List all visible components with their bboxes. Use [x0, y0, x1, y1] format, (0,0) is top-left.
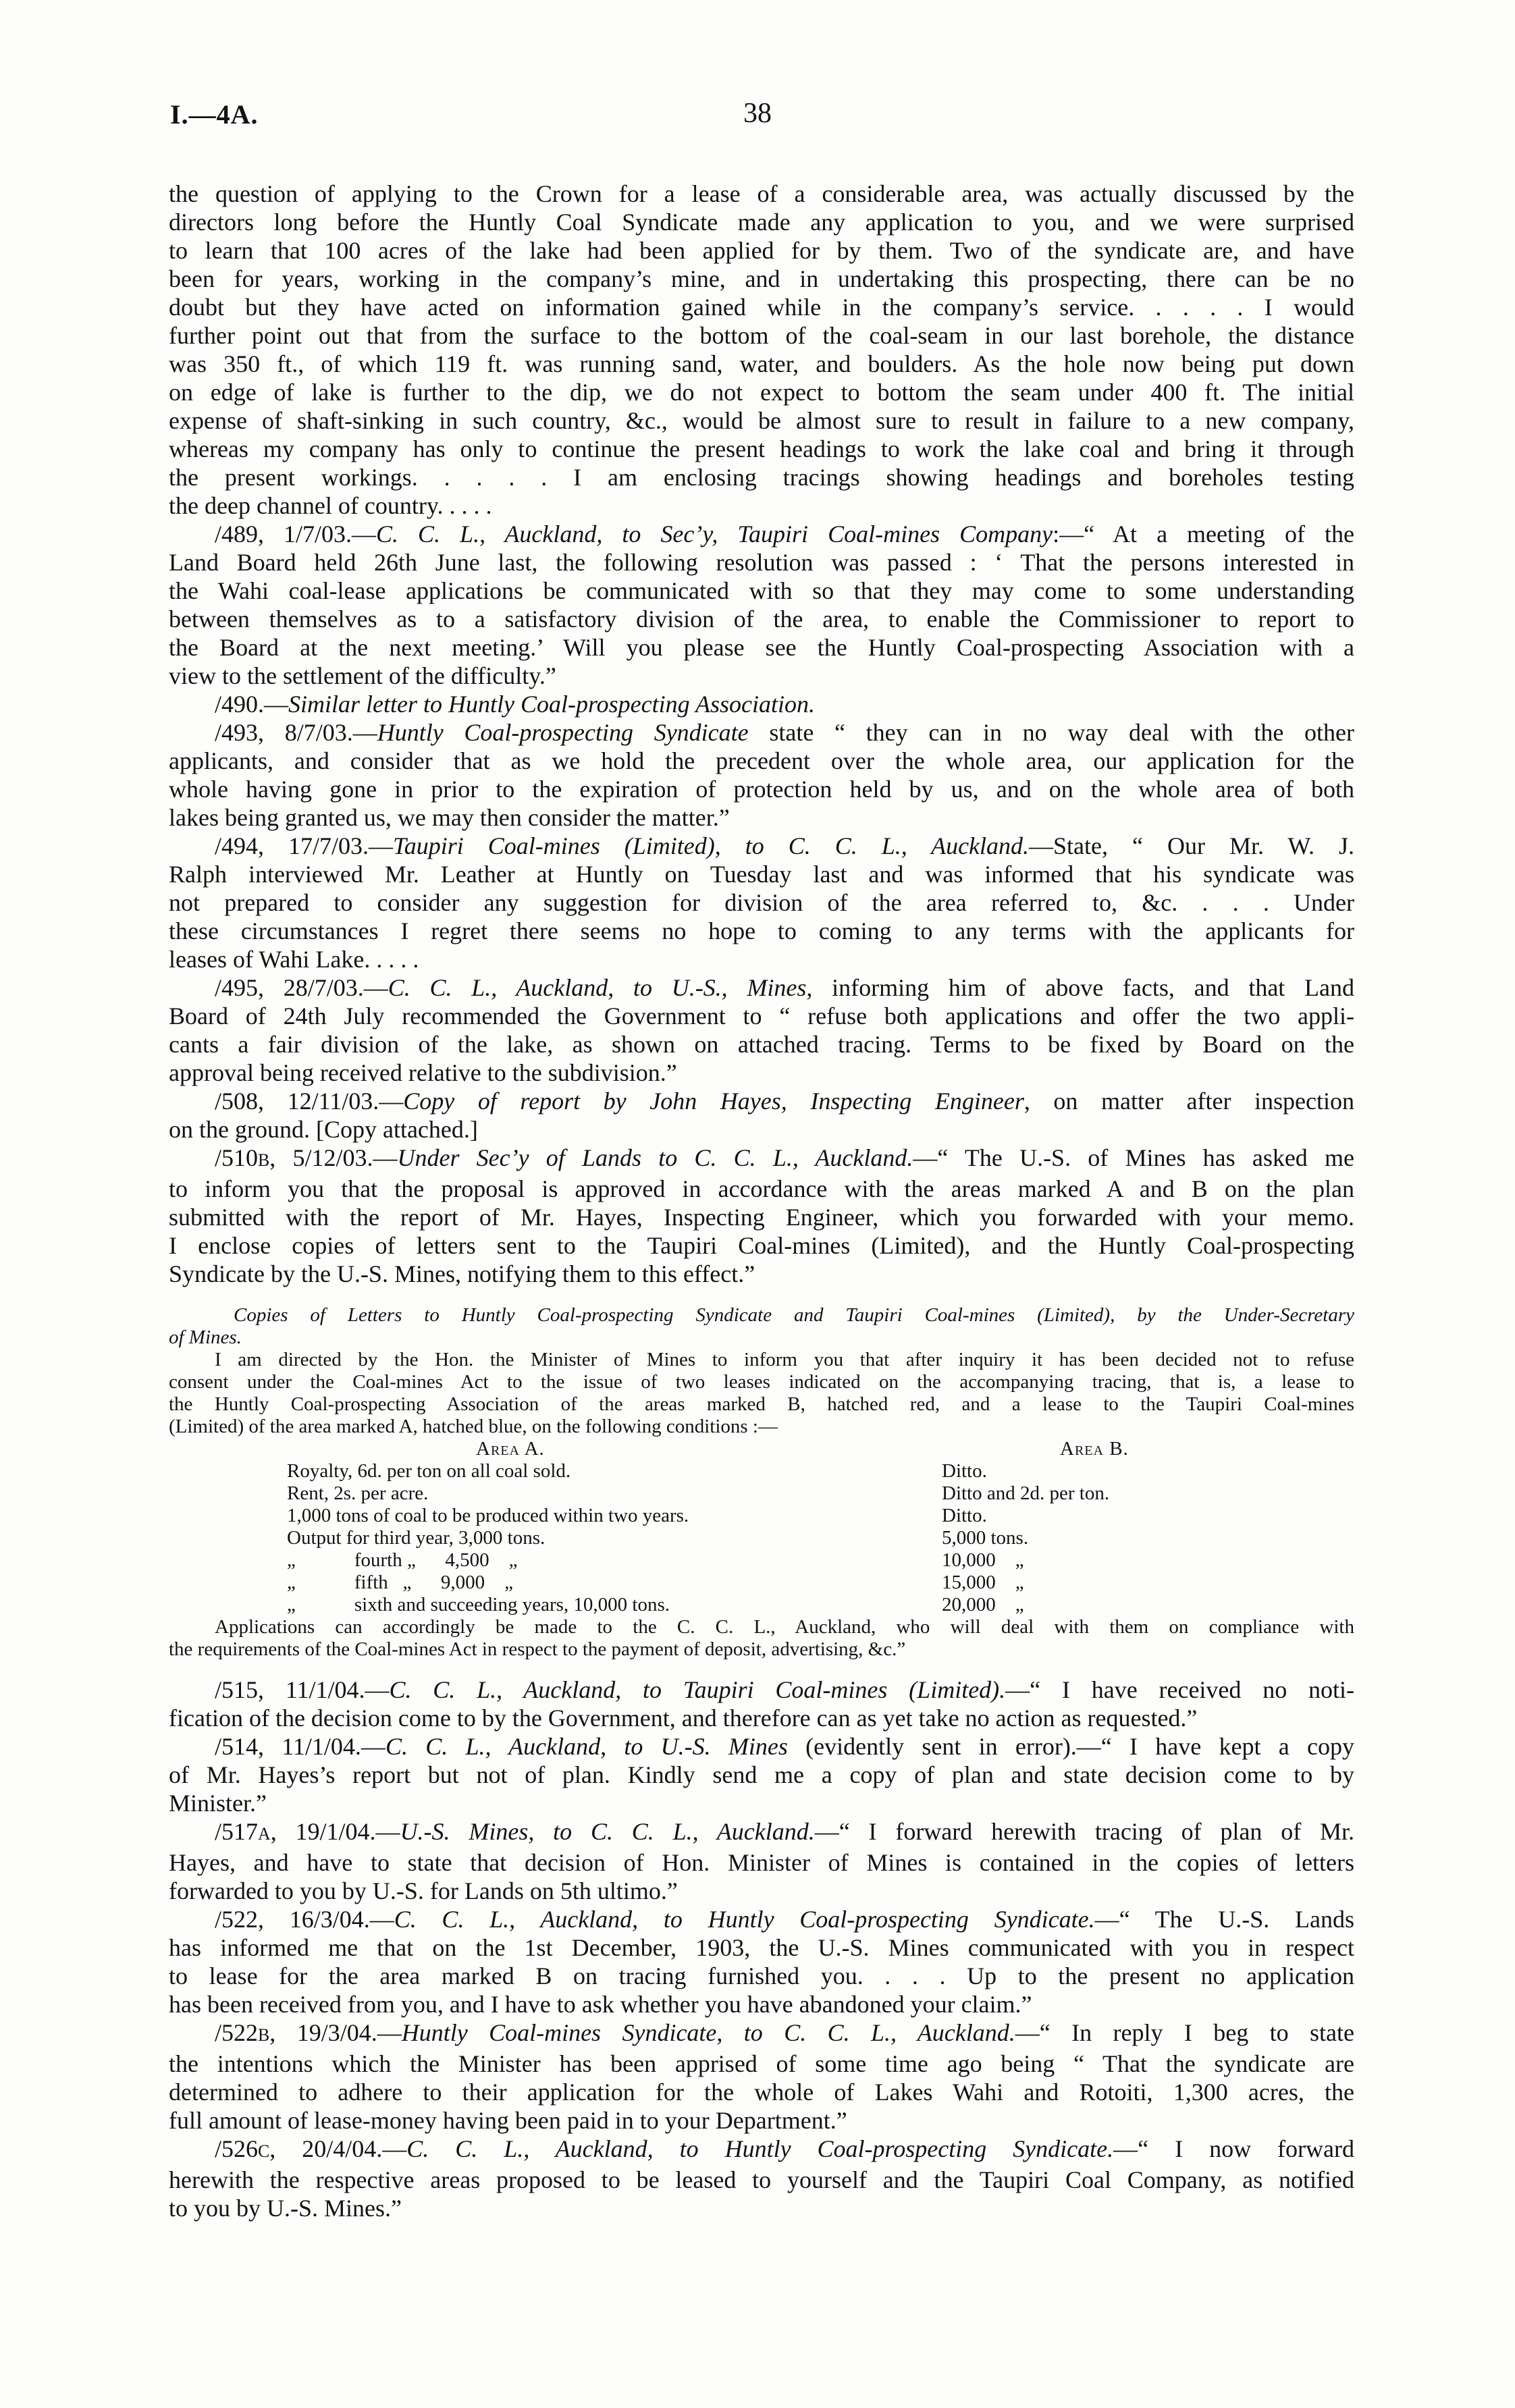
text-line: further point out that from the surface to the bottom of the coal-seam in our last borehole, the distance — [169, 322, 1354, 349]
text-line: Applications can accordingly be made to the C. C. L., Auckland, who will deal with them on compliance with — [215, 1616, 1354, 1638]
text-line: /493, 8/7/03.—Huntly Coal-prospecting Syndicate state “ they can in no way deal with the other — [215, 719, 1354, 746]
table-header-row: Area A. Area B. — [476, 1438, 1129, 1460]
text-line: fication of the decision come to by the Government, and therefore can as yet take no action as requested.” — [169, 1705, 1198, 1732]
page-number: 38 — [743, 98, 772, 129]
text-line: doubt but they have acted on information gained while in the company’s service. . . . . I would — [169, 294, 1354, 321]
text-line: the deep channel of country. . . . . — [169, 492, 492, 519]
text-line: Board of 24th July recommended the Government to “ refuse both applications and offer the two appli- — [169, 1002, 1354, 1029]
text-line: of Mines. — [169, 1327, 242, 1348]
table-row: Output for third year, 3,000 tons. 5,000 tons. — [287, 1527, 1029, 1549]
text-line: the question of applying to the Crown for a lease of a considerable area, was actually discussed by the — [169, 180, 1354, 207]
text-line: has informed me that on the 1st December, 1903, the U.-S. Mines communicated with you in respect — [169, 1934, 1354, 1961]
table-row: „ sixth and succeeding years, 10,000 tons. 20,000 „ — [287, 1594, 1024, 1615]
document-reference: I.—4A. — [170, 99, 259, 130]
text-line: lakes being granted us, we may then consider the matter.” — [169, 804, 730, 831]
text-line: /522, 16/3/04.—C. C. L., Auckland, to Huntly Coal-prospecting Syndicate.—“ The U.-S. Lands — [215, 1906, 1354, 1933]
text-line: Hayes, and have to state that decision of Hon. Minister of Mines is contained in the copies of letters — [169, 1849, 1354, 1876]
table-row: Royalty, 6d. per ton on all coal sold. Ditto. — [287, 1460, 987, 1482]
text-line: to lease for the area marked B on tracing furnished you. . . . Up to the present no application — [169, 1962, 1354, 1989]
text-line: has been received from you, and I have to ask whether you have abandoned your claim.” — [169, 1991, 1032, 2018]
text-line: leases of Wahi Lake. . . . . — [169, 946, 419, 973]
text-line: to you by U.-S. Mines.” — [169, 2195, 402, 2222]
text-line: of Mr. Hayes’s report but not of plan. Kindly send me a copy of plan and state decision come to by — [169, 1761, 1354, 1788]
document-body — [169, 180, 1354, 2222]
text-line: forwarded to you by U.-S. for Lands on 5th ultimo.” — [169, 1877, 678, 1904]
text-line: not prepared to consider any suggestion for division of the area referred to, &c. . . . Under — [169, 889, 1354, 916]
text-line: /489, 1/7/03.—C. C. L., Auckland, to Sec’y, Taupiri Coal-mines Company:—“ At a meeting of the — [215, 520, 1354, 547]
text-line: these circumstances I regret there seems no hope to coming to any terms with the applicants for — [169, 917, 1354, 944]
text-line: /490.—Similar letter to Huntly Coal-prospecting Association. — [215, 691, 815, 718]
text-line: approval being received relative to the subdivision.” — [169, 1059, 677, 1086]
text-line: I enclose copies of letters sent to the Taupiri Coal-mines (Limited), and the Huntly Coal-prospecting — [169, 1232, 1354, 1259]
text-line: on edge of lake is further to the dip, we do not expect to bottom the seam under 400 ft. The initial — [169, 379, 1354, 406]
text-line: /495, 28/7/03.—C. C. L., Auckland, to U.-S., Mines, informing him of above facts, and that Land — [215, 974, 1354, 1001]
text-line: applicants, and consider that as we hold the precedent over the whole area, our application for the — [169, 747, 1354, 774]
text-line: /510B, 5/12/03.—Under Sec’y of Lands to C. C. L., Auckland.—“ The U.-S. of Mines has asked me — [215, 1144, 1354, 1171]
text-line: the present workings. . . . . I am enclosing tracings showing headings and boreholes testing — [169, 464, 1354, 491]
text-line: been for years, working in the company’s mine, and in undertaking this prospecting, there can be no — [169, 265, 1354, 292]
table-row: „ fifth „ 9,000 „ 15,000 „ — [287, 1572, 1024, 1593]
text-line: /514, 11/1/04.—C. C. L., Auckland, to U.-S. Mines (evidently sent in error).—“ I have kept a copy — [215, 1733, 1354, 1760]
text-line: /526C, 20/4/04.—C. C. L., Auckland, to Huntly Coal-prospecting Syndicate.—“ I now forward — [215, 2135, 1354, 2162]
text-line: expense of shaft-sinking in such country, &c., would be almost sure to result in failure to a new company, — [169, 407, 1354, 434]
text-line: Minister.” — [169, 1790, 267, 1817]
text-line: was 350 ft., of which 119 ft. was running sand, water, and boulders. As the hole now being put down — [169, 350, 1354, 377]
text-line: cants a fair division of the lake, as shown on attached tracing. Terms to be fixed by Board on the — [169, 1031, 1354, 1058]
text-line: the Wahi coal-lease applications be communicated with so that they may come to some understanding — [169, 577, 1354, 604]
text-line: determined to adhere to their application for the whole of Lakes Wahi and Rotoiti, 1,300 acres, the — [169, 2079, 1354, 2106]
text-line: the intentions which the Minister has been apprised of some time ago being “ That the syndicate are — [169, 2050, 1354, 2077]
text-line: to learn that 100 acres of the lake had been applied for by them. Two of the syndicate are, and have — [169, 237, 1354, 264]
text-line: /522B, 19/3/04.—Huntly Coal-mines Syndicate, to C. C. L., Auckland.—“ In reply I beg to state — [215, 2019, 1354, 2046]
text-line: directors long before the Huntly Coal Syndicate made any application to you, and we were surprised — [169, 209, 1354, 236]
text-line: to inform you that the proposal is approved in accordance with the areas marked A and B on the plan — [169, 1175, 1354, 1202]
text-line: view to the settlement of the difficulty.” — [169, 662, 556, 689]
text-line: /515, 11/1/04.—C. C. L., Auckland, to Taupiri Coal-mines (Limited).—“ I have received no noti- — [215, 1676, 1355, 1703]
text-line: the requirements of the Coal-mines Act in respect to the payment of deposit, advertising, &c.” — [169, 1638, 906, 1660]
text-line: whereas my company has only to continue the present headings to work the lake coal and bring it through — [169, 435, 1354, 462]
text-line: /494, 17/7/03.—Taupiri Coal-mines (Limited), to C. C. L., Auckland.—State, “ Our Mr. W. J. — [215, 832, 1354, 859]
text-line: submitted with the report of Mr. Hayes, Inspecting Engineer, which you forwarded with your memo. — [169, 1204, 1354, 1231]
text-line: full amount of lease-money having been paid in to your Department.” — [169, 2107, 847, 2134]
text-line: (Limited) of the area marked A, hatched blue, on the following conditions :— — [169, 1416, 778, 1437]
text-line: herewith the respective areas proposed to be leased to yourself and the Taupiri Coal Company, as notified — [169, 2166, 1354, 2193]
text-line: Land Board held 26th June last, the following resolution was passed : ‘ That the persons interested in — [169, 549, 1354, 576]
text-line: Syndicate by the U.-S. Mines, notifying them to this effect.” — [169, 1260, 755, 1287]
table-row: Rent, 2s. per acre. Ditto and 2d. per ton. — [287, 1482, 1110, 1504]
text-line: between themselves as to a satisfactory division of the area, to enable the Commissioner to report to — [169, 606, 1354, 633]
text-line: I am directed by the Hon. the Minister of Mines to inform you that after inquiry it has been decided not to refuse — [215, 1349, 1354, 1370]
text-line: Ralph interviewed Mr. Leather at Huntly on Tuesday last and was informed that his syndicate was — [169, 861, 1354, 888]
text-line: Copies of Letters to Huntly Coal-prospecting Syndicate and Taupiri Coal-mines (Limited), by the Under-Secretary — [234, 1304, 1354, 1326]
text-line: /508, 12/11/03.—Copy of report by John Hayes, Inspecting Engineer, on matter after inspection — [215, 1088, 1355, 1115]
text-line: consent under the Coal-mines Act to the issue of two leases indicated on the accompanying tracing, that is, a lease to — [169, 1371, 1354, 1393]
text-line: whole having gone in prior to the expiration of protection held by us, and on the whole area of both — [169, 776, 1354, 803]
table-row: 1,000 tons of coal to be produced within two years. Ditto. — [287, 1505, 987, 1526]
text-line: /517A, 19/1/04.—U.-S. Mines, to C. C. L., Auckland.—“ I forward herewith tracing of plan of Mr. — [215, 1818, 1355, 1845]
text-line: the Huntly Coal-prospecting Association of the areas marked B, hatched red, and a lease to the Taupiri Coal-mines — [169, 1393, 1354, 1415]
table-row: „ fourth „ 4,500 „ 10,000 „ — [287, 1549, 1024, 1571]
text-line: on the ground. [Copy attached.] — [169, 1116, 478, 1143]
text-line: the Board at the next meeting.’ Will you please see the Huntly Coal-prospecting Association with a — [169, 634, 1354, 661]
